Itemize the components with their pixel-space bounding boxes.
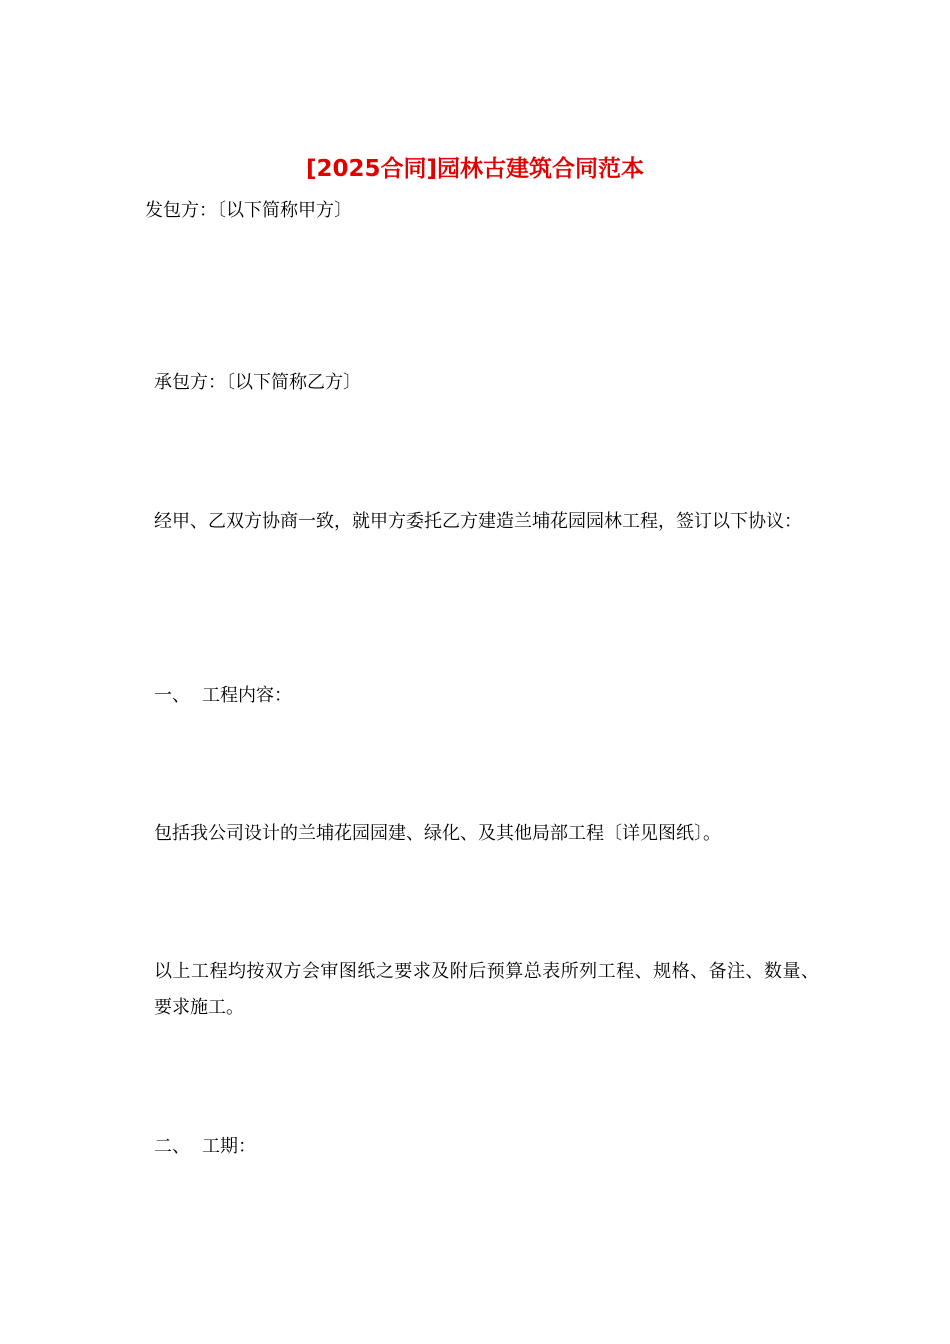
section-2-title: 工期： bbox=[202, 1136, 256, 1157]
section-2-heading bbox=[145, 1129, 819, 1165]
section-1-number: 一、 bbox=[154, 685, 190, 706]
party-b-line: 承包方：〔以下简称乙方〕 bbox=[154, 372, 361, 393]
section-1-paragraph-1: 包括我公司设计的兰埔花园园建、绿化、及其他局部工程〔详见图纸〕。 bbox=[154, 823, 721, 844]
section-1-title: 工程内容： bbox=[202, 685, 292, 706]
section-1-heading bbox=[145, 678, 819, 714]
party-a-line: 发包方：〔以下简称甲方〕 bbox=[145, 200, 352, 221]
document-title: [2025合同]园林古建筑合同范本 bbox=[305, 156, 645, 182]
intro-paragraph: 经甲、乙双方协商一致，就甲方委托乙方建造兰埔花园园林工程，签订以下协议： bbox=[154, 511, 802, 532]
section-1-paragraph-2: 以上工程均按双方会审图纸之要求及附后预算总表所列工程、规格、备注、数量、要求施工。 bbox=[154, 961, 819, 1018]
section-2-number: 二、 bbox=[154, 1136, 190, 1157]
